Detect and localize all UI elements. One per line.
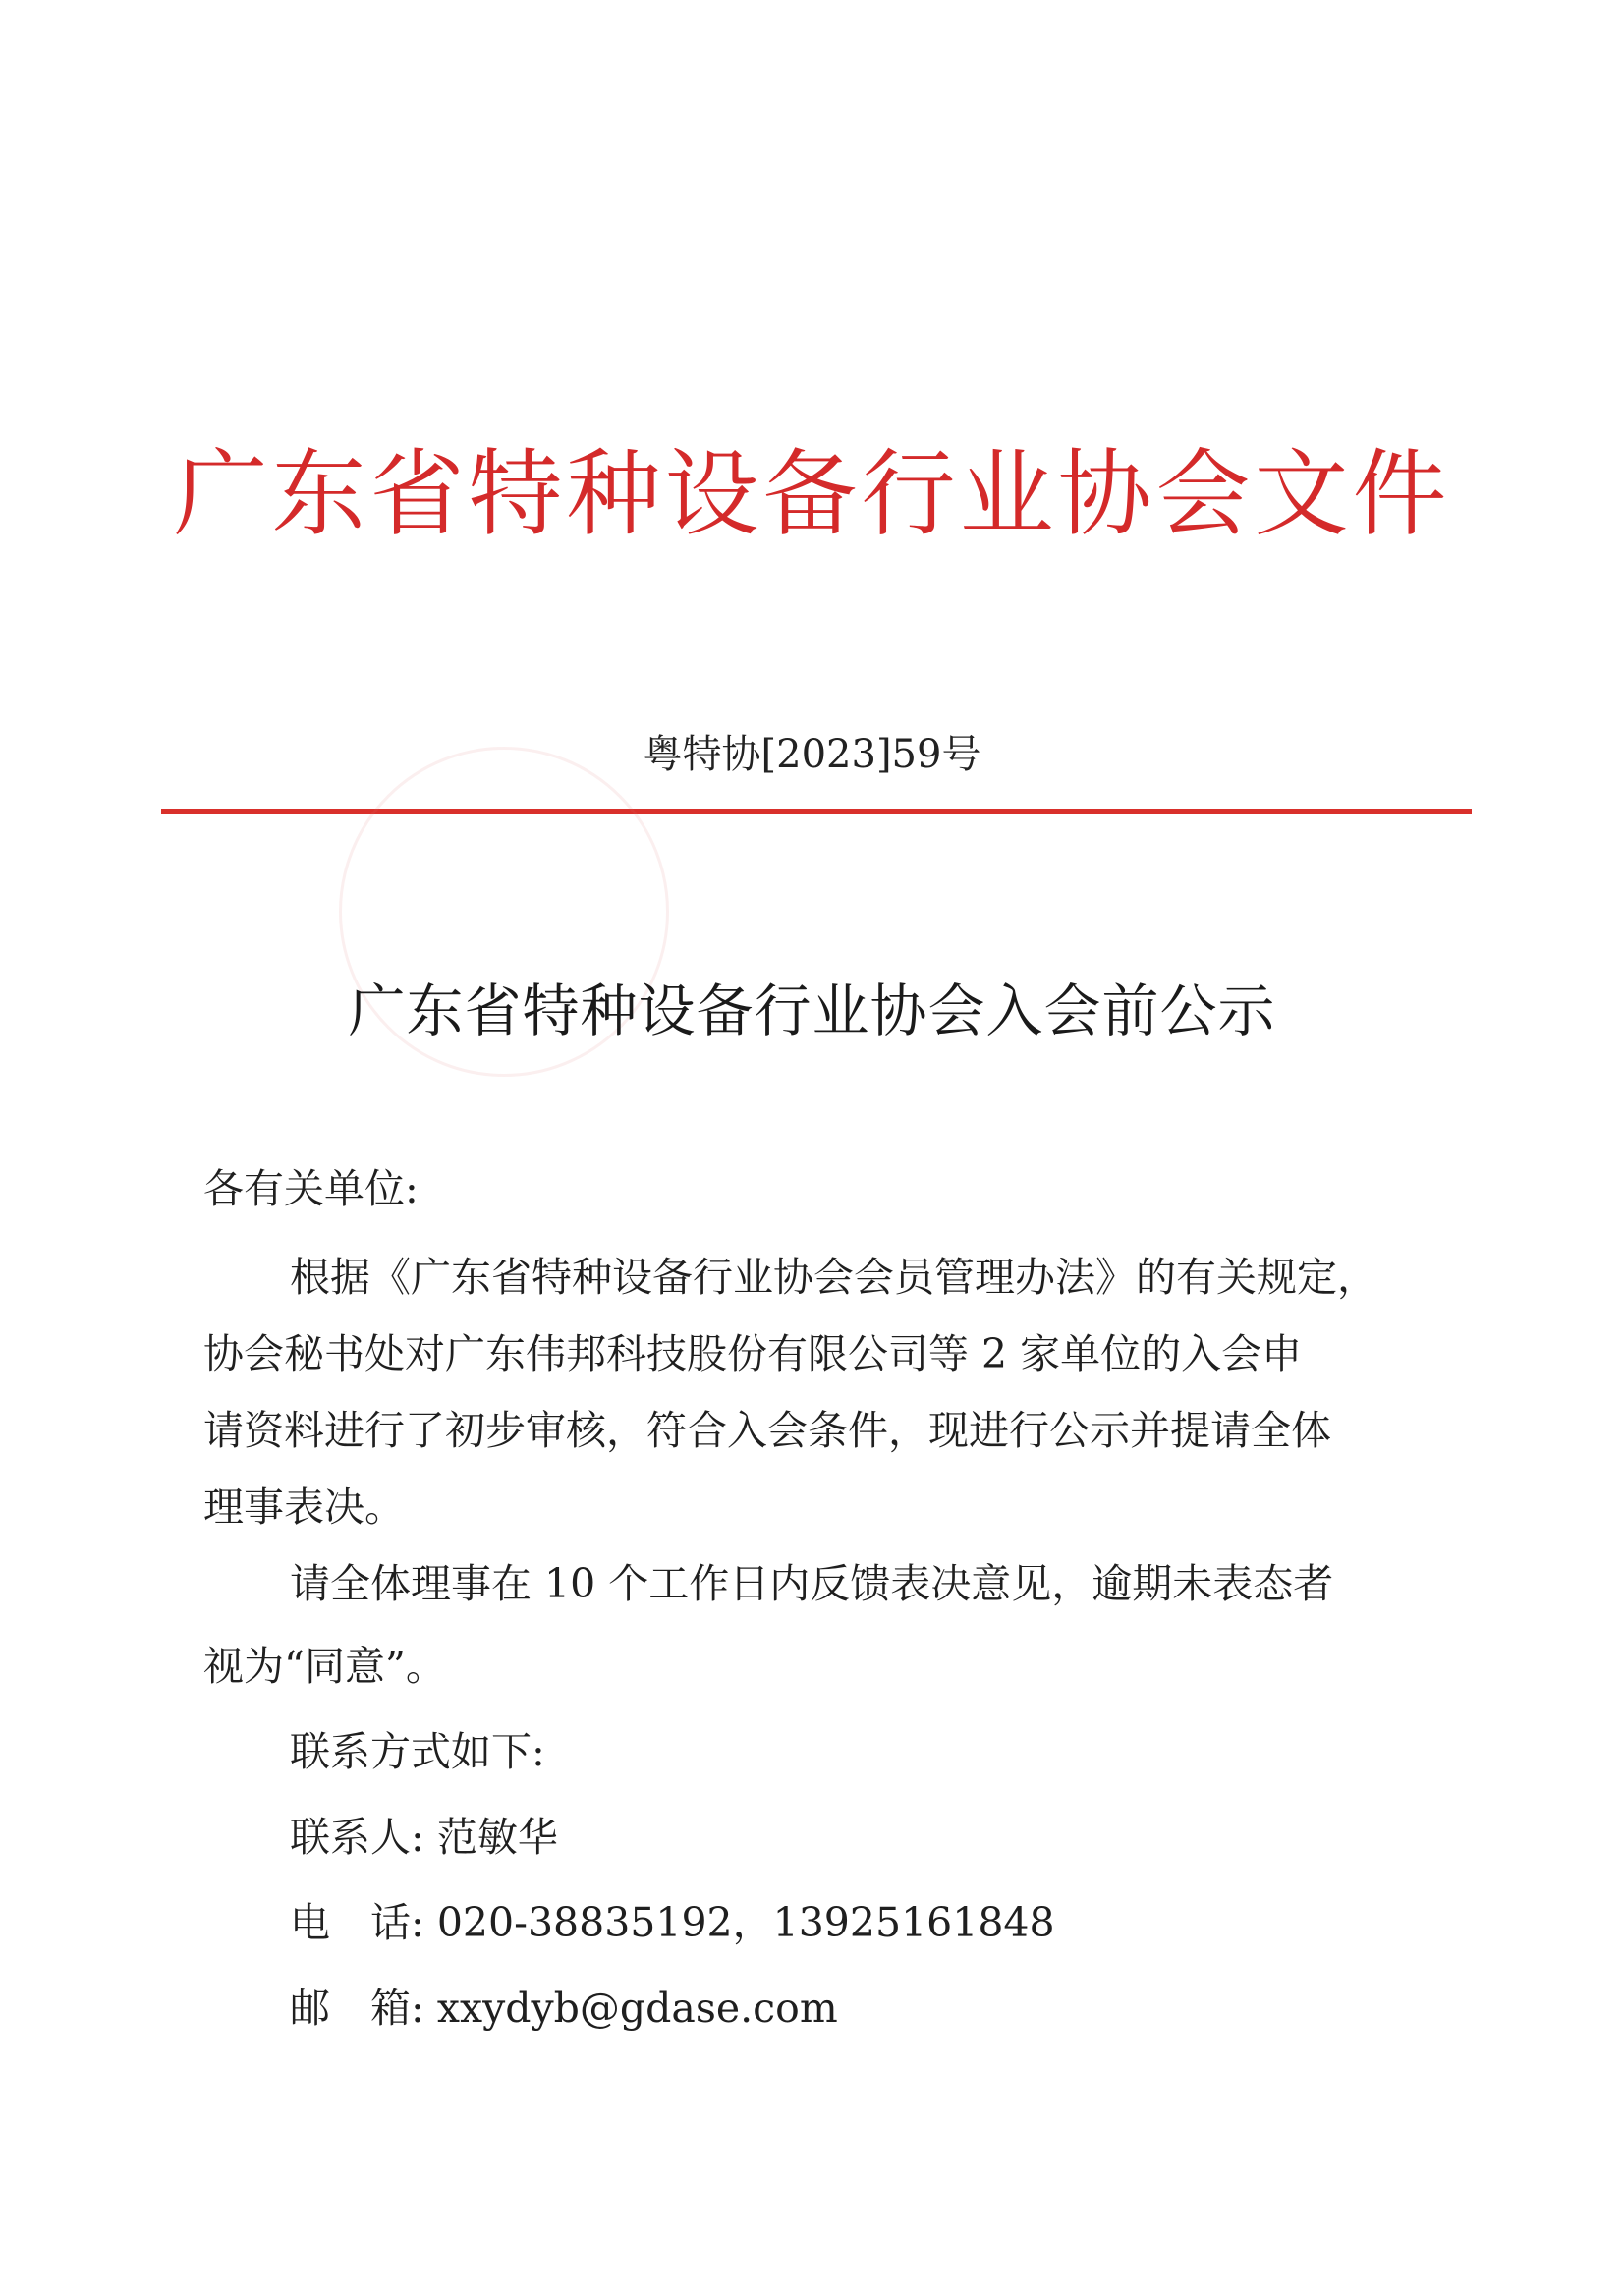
letterhead-title: 广东省特种设备行业协会文件 (173, 439, 1451, 549)
paragraph-1-line-3: 请资料进行了初步审核，符合入会条件，现进行公示并提请全体 (203, 1407, 1331, 1454)
salutation: 各有关单位: (203, 1165, 419, 1212)
contact-phone: 电 话: 020-38835192，13925161848 (290, 1899, 1055, 1946)
contact-person: 联系人: 范敏华 (290, 1814, 558, 1861)
red-divider-line (161, 809, 1472, 814)
paragraph-2-line-1: 请全体理事在 10 个工作日内反馈表决意见，逾期未表态者 (290, 1560, 1334, 1607)
paragraph-2-line-2: 视为“同意”。 (203, 1643, 446, 1690)
paragraph-1-line-1: 根据《广东省特种设备行业协会会员管理办法》的有关规定， (290, 1254, 1377, 1301)
paragraph-1-line-2: 协会秘书处对广东伟邦科技股份有限公司等 2 家单位的入会申 (203, 1330, 1303, 1377)
contact-heading: 联系方式如下: (290, 1728, 545, 1775)
contact-email: 邮 箱: xxydyb@gdase.com (290, 1985, 838, 2032)
paragraph-1-line-4: 理事表决。 (203, 1484, 405, 1531)
notice-title: 广东省特种设备行业协会入会前公示 (348, 978, 1276, 1044)
document-number: 粤特协[2023]59号 (643, 732, 981, 777)
